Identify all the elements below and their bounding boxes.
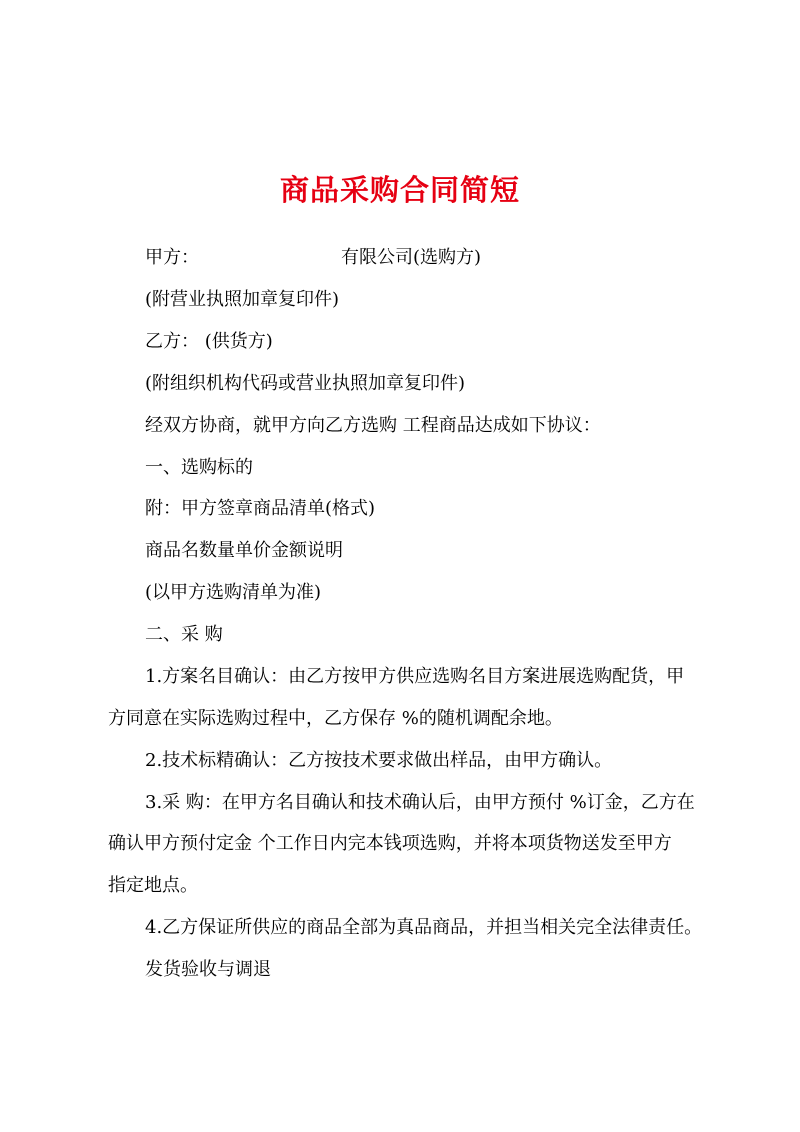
section-2-heading: 二、采 购 (145, 624, 223, 645)
item-2: 2.技术标精确认：乙方按技术要求做出样品，由甲方确认。 (145, 750, 613, 771)
document-title: 商品采购合同简短 (279, 173, 520, 207)
item-3-line-1: 3.采 购：在甲方名目确认和技术确认后，由甲方预付 %订金，乙方在 (145, 792, 695, 813)
list-note: (以甲方选购清单为准) (145, 582, 322, 603)
item-1-line-2: 方同意在实际选购过程中，乙方保存 %的随机调配余地。 (108, 708, 563, 729)
item-1-line-1: 1.方案名目确认：由乙方按甲方供应选购名目方案进展选购配货，甲 (145, 666, 685, 687)
party-a-line (145, 247, 481, 269)
item-3-line-3: 指定地点。 (108, 875, 198, 896)
party-a-value: 有限公司(选购方) (341, 247, 482, 268)
section-1-heading: 一、选购标的 (145, 457, 253, 478)
item-3-line-2: 确认甲方预付定金 个工作日内完本钱项选购，并将本项货物送发至甲方 (108, 833, 672, 854)
party-a-note: (附营业执照加章复印件) (145, 289, 340, 310)
item-4: 4.乙方保证所供应的商品全部为真品商品，并担当相关完全法律责任。 (145, 917, 703, 938)
party-a-label: 甲方： (145, 247, 199, 268)
intro-paragraph: 经双方协商，就甲方向乙方选购 工程商品达成如下协议： (145, 415, 601, 436)
table-header-line: 商品名数量单价金额说明 (145, 540, 343, 561)
party-b-note: (附组织机构代码或营业执照加章复印件) (145, 373, 466, 394)
section-3-heading: 发货验收与调退 (145, 959, 271, 980)
party-b-line: 乙方： (供货方) (145, 331, 273, 352)
attachment-line: 附：甲方签章商品清单(格式) (145, 498, 376, 519)
